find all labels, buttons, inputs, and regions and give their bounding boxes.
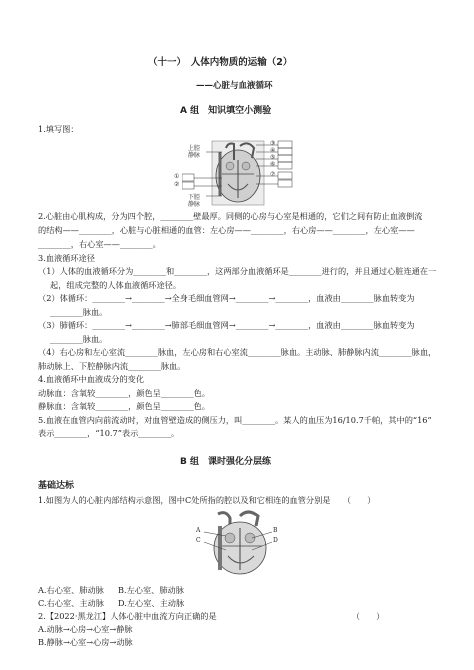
section-a-heading: A 组 知识填空小测验 <box>180 106 272 116</box>
q5-line-1: 5.血液在血管内向前流动时，对血管壁造成的侧压力，叫________。某人的血压为16/10.7千帕，其中的“16” <box>38 415 432 425</box>
fig2-label-d: D <box>273 537 278 544</box>
fig1-label-n5: ⑤ <box>270 154 276 161</box>
b-q1-option-d: D.左心室、主动脉 <box>118 598 185 608</box>
fig2-label-b: B <box>273 527 278 534</box>
heart-diagram-figure <box>174 138 294 208</box>
b-q2-option-b: B.静脉→心室→心房→动脉 <box>38 637 133 647</box>
q3-4-line-2: 肺动脉上、下腔静脉内流________脉血。 <box>38 361 186 371</box>
question-1-label: 1.填写图： <box>38 124 79 134</box>
page-title: （十一） 人体内物质的运输（2） <box>148 57 293 68</box>
q3-3-line-1: （3）肺循环：________→________→肺部毛细血管网→________→________，血液由________脉血转变为 <box>38 320 415 330</box>
fig1-label-n7: ⑦ <box>270 171 276 178</box>
q4-arterial: 动脉血：含氧较________，颜色呈________色。 <box>38 388 210 398</box>
q2-line-3: ________，右心室——________。 <box>38 239 161 249</box>
b-q1-option-c: C.右心室、主动脉 <box>38 598 104 608</box>
page-subtitle: ——心脏与血液循环 <box>196 81 273 91</box>
fig1-label-n2: ② <box>174 181 180 188</box>
q3-1-line-1: （1）人体的血液循环分为________和________，这两部分血液循环是________进行的，并且通过心脏连通在一 <box>38 266 437 276</box>
fig1-label-svc-2: 静脉 <box>188 152 201 159</box>
q3-1-line-2: 起，组成完整的人体血液循环途径。 <box>50 280 182 290</box>
q3-heading: 3.血液循环途径 <box>38 253 95 263</box>
fig2-label-c: C <box>196 537 201 544</box>
fig1-label-ivc-1: 下腔 <box>188 194 201 201</box>
fig1-label-n1: ① <box>174 173 180 180</box>
b-q1-option-b: B.左心室、肺动脉 <box>118 585 184 595</box>
fig1-label-ivc-2: 静脉 <box>188 201 201 208</box>
q4-venous: 静脉血：含氧较________，颜色呈________色。 <box>38 401 210 411</box>
b-q1-option-a: A.右心室、肺动脉 <box>38 585 104 595</box>
q2-line-1: 2.心脏由心肌构成，分为四个腔，________壁最厚。同侧的心房与心室是相通的，它们之间有防止血液倒流 <box>38 211 423 221</box>
fig1-label-n4: ④ <box>270 147 276 154</box>
b-q1-stem: 1.如图为人的心脏内部结构示意图，图中C处所指的腔以及和它相连的血管分别是 （ ） <box>38 495 376 505</box>
q3-3-line-2: ________脉血。 <box>50 334 108 344</box>
fig1-label-n3: ③ <box>270 140 276 147</box>
q3-4-line-1: （4）右心房和左心室流________脉血，左心房和右心室流________脉血。主动脉、肺静脉内流________脉血， <box>38 347 437 357</box>
section-b-heading: B 组 课时强化分层练 <box>180 457 271 467</box>
fig2-label-a: A <box>196 527 201 534</box>
heart-section-figure <box>196 508 280 578</box>
b-q2-option-a: A.动脉→心房→心室→静脉 <box>38 624 133 634</box>
basic-heading: 基础达标 <box>38 481 75 491</box>
fig1-label-svc-1: 上腔 <box>188 145 201 152</box>
q5-line-2: 表示________，“10.7”表示________。 <box>38 428 180 438</box>
q3-2-line-1: （2）体循环：________→________→全身毛细血管网→________→________，血液由________脉血转变为 <box>38 293 415 303</box>
b-q2-stem: 2.【2022·黑龙江】人体心脏中血流方向正确的是 （ ） <box>38 611 385 621</box>
heart-section-illustration <box>196 508 280 578</box>
q3-2-line-2: ________脉血。 <box>50 307 108 317</box>
q2-line-2: 的结构——________，心脏与心脏相通的血管：左心房——________，右心房——________，左心室—— <box>38 225 415 235</box>
fig1-label-n6: ⑥ <box>270 161 276 168</box>
q4-heading: 4.血液循环中血液成分的变化 <box>38 374 145 384</box>
